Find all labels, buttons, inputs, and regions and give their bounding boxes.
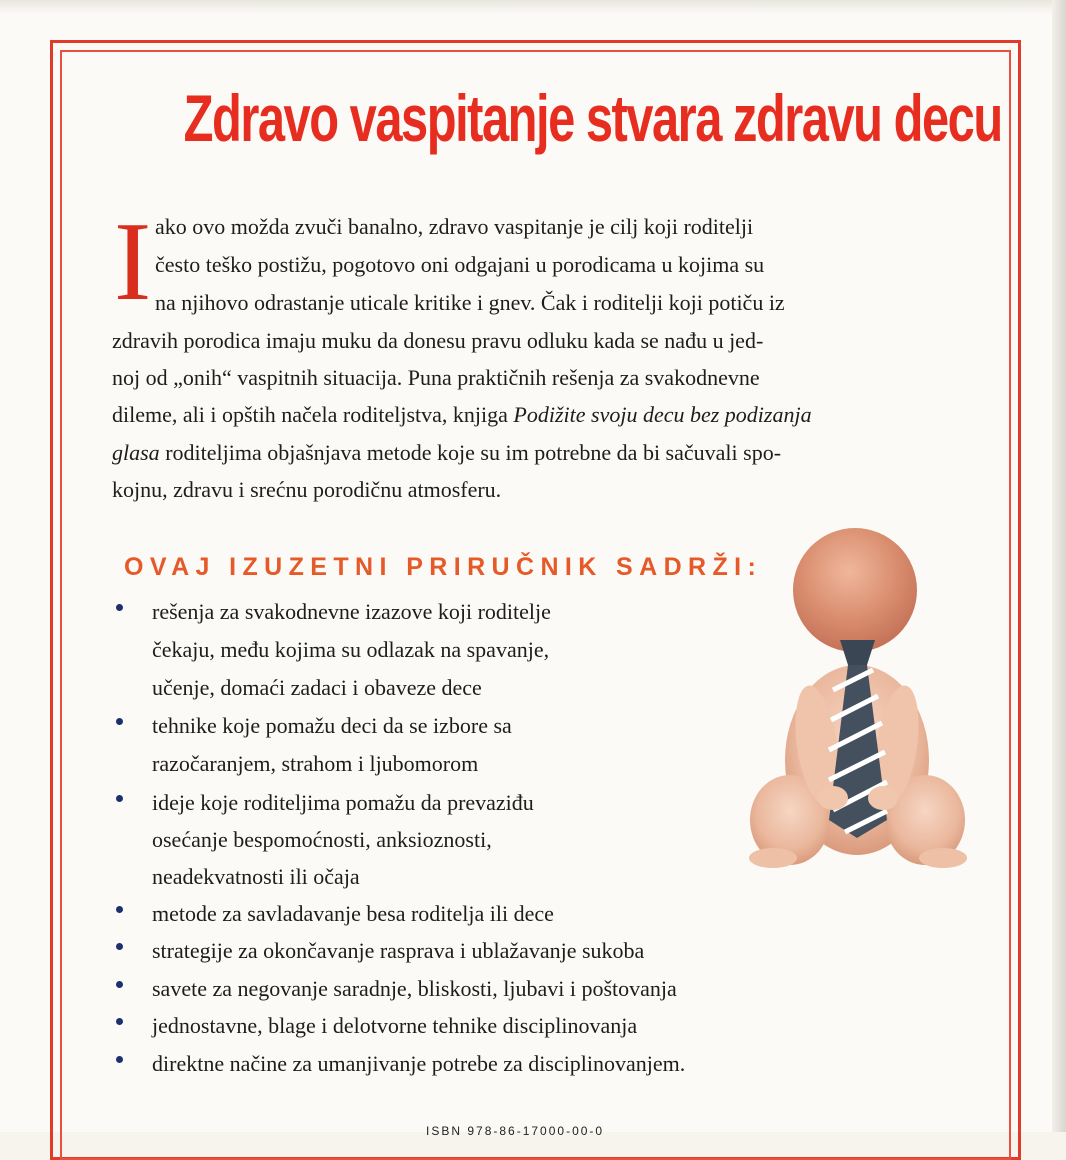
intro-line-6 xyxy=(112,402,812,428)
book-title-part-1: Podižite svoju decu bez podizanja xyxy=(513,402,812,427)
bullet-icon xyxy=(116,981,123,988)
list-item-2-line-2: razočaranjem, strahom i ljubomorom xyxy=(152,751,479,776)
bullet-icon xyxy=(116,1056,123,1063)
intro-line-2: često teško postižu, pogotovo oni odgajani u porodicama u kojima su xyxy=(155,252,765,277)
intro-line-6-text: dileme, ali i opštih načela roditeljstva, knjiga xyxy=(112,402,514,427)
intro-line-3: na njihovo odrastanje uticale kritike i gnev. Čak i roditelji koji potiču iz xyxy=(155,290,785,315)
baby-left-hand xyxy=(818,786,848,810)
baby-right-foot xyxy=(919,848,967,868)
list-item-3-line-1: ideje koje roditeljima pomažu da prevaziđu xyxy=(152,790,534,815)
list-item-6-line-1: savete za negovanje saradnje, bliskosti, ljubavi i poštovanja xyxy=(152,976,677,1001)
bullet-icon xyxy=(116,604,123,611)
intro-line-7-text: roditeljima objašnjava metode koje su im potrebne da bi sačuvali spo- xyxy=(159,440,782,465)
list-item-1-line-1: rešenja za svakodnevne izazove koji roditelje xyxy=(152,599,551,624)
baby-head xyxy=(793,528,917,652)
cover-headline: Zdravo vaspitanje stvara zdravu decu xyxy=(183,81,1002,155)
list-item-8-line-1: direktne načine za umanjivanje potrebe za disciplinovanjem. xyxy=(152,1051,686,1076)
list-item-3-line-3: neadekvatnosti ili očaja xyxy=(152,864,360,889)
drop-cap-letter: I xyxy=(114,200,152,324)
right-page-edge xyxy=(1052,0,1066,1132)
isbn-text: ISBN 978-86-17000-00-0 xyxy=(426,1124,605,1138)
intro-line-7 xyxy=(112,440,781,466)
baby-left-foot xyxy=(749,848,797,868)
baby-right-hand xyxy=(868,786,898,810)
section-heading: OVAJ IZUZETNI PRIRUČNIK SADRŽI: xyxy=(124,553,763,581)
top-page-shadow xyxy=(0,0,1066,14)
list-item-7-line-1: jednostavne, blage i delotvorne tehnike disciplinovanja xyxy=(152,1013,638,1038)
list-item-2-line-1: tehnike koje pomažu deci da se izbore sa xyxy=(152,713,512,738)
bullet-icon xyxy=(116,718,123,725)
bullet-icon xyxy=(116,943,123,950)
intro-line-5: noj od „onih“ vaspitnih situacija. Puna praktičnih rešenja za svakodnevne xyxy=(112,365,760,390)
list-item-3-line-2: osećanje bespomoćnosti, anksioznosti, xyxy=(152,827,492,852)
intro-line-1: ako ovo možda zvuči banalno, zdravo vaspitanje je cilj koji roditelji xyxy=(155,214,754,239)
book-title-part-2: glasa xyxy=(112,440,160,465)
list-item-1-line-3: učenje, domaći zadaci i obaveze dece xyxy=(152,675,482,700)
intro-line-4: zdravih porodica imaju muku da donesu pravu odluku kada se nađu u jed- xyxy=(112,328,764,353)
bullet-icon xyxy=(116,795,123,802)
list-item-1-line-2: čekaju, među kojima su odlazak na spavanje, xyxy=(152,637,550,662)
bullet-icon xyxy=(116,1018,123,1025)
baby-with-tie-illustration xyxy=(745,520,975,880)
list-item-4-line-1: metode za savladavanje besa roditelja ili dece xyxy=(152,901,554,926)
intro-line-8: kojnu, zdravu i srećnu porodičnu atmosferu. xyxy=(112,477,502,502)
bullet-icon xyxy=(116,906,123,913)
list-item-5-line-1: strategije za okončavanje rasprava i ublažavanje sukoba xyxy=(152,938,645,963)
